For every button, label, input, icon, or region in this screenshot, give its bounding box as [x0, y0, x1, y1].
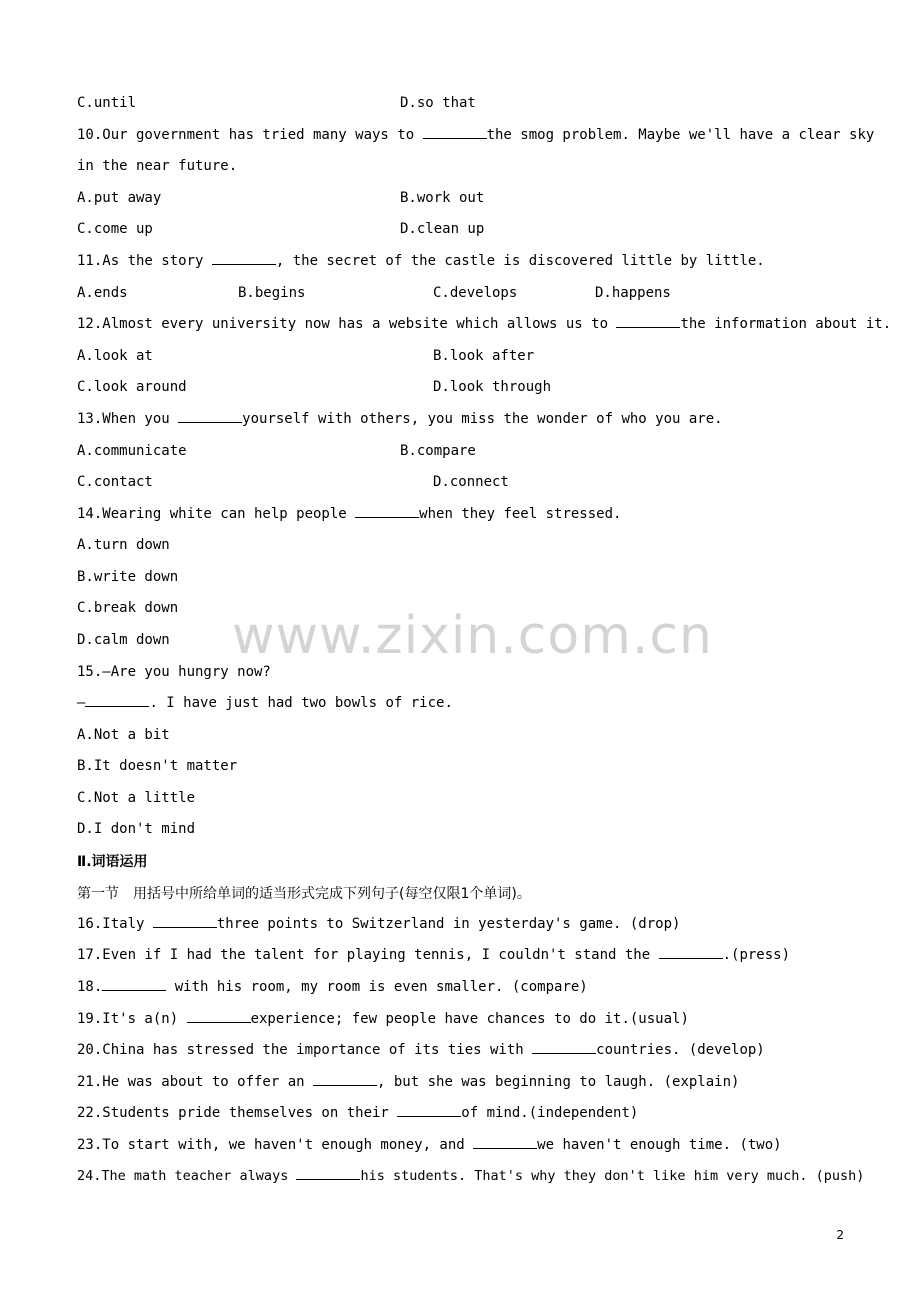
answer-blank[interactable] — [153, 915, 217, 928]
q23-stem: 23.To start with, we haven't enough money, and we haven't enough time. (two) — [77, 1137, 782, 1153]
q15-stem: 15.—Are you hungry now? — [77, 664, 271, 680]
q14-option-d: D.calm down — [77, 632, 170, 648]
q13-option-c: C.contact — [77, 474, 153, 490]
q11-stem: 11.As the story , the secret of the castle is discovered little by little. — [77, 253, 765, 269]
answer-blank[interactable] — [178, 410, 242, 423]
answer-blank[interactable] — [397, 1104, 461, 1117]
q21-stem: 21.He was about to offer an , but she was beginning to laugh. (explain) — [77, 1074, 740, 1090]
q11-option-b: B.begins — [238, 285, 306, 301]
q18-stem: 18. with his room, my room is even smaller. (compare) — [77, 979, 588, 995]
q20-stem: 20.China has stressed the importance of its ties with countries. (develop) — [77, 1042, 765, 1058]
q19-stem: 19.It's a(n) experience; few people have chances to do it.(usual) — [77, 1011, 689, 1027]
q22-stem: 22.Students pride themselves on their of mind.(independent) — [77, 1105, 639, 1121]
q17-stem: 17.Even if I had the talent for playing tennis, I couldn't stand the .(press) — [77, 947, 791, 963]
watermark: www.zixin.com.cn — [232, 606, 713, 666]
q15-option-a: A.Not a bit — [77, 727, 170, 743]
q14-option-a: A.turn down — [77, 537, 170, 553]
q16-stem: 16.Italy three points to Switzerland in yesterday's game. (drop) — [77, 916, 681, 932]
q10-option-c: C.come up — [77, 221, 153, 237]
section-title: Ⅱ.词语运用 — [77, 854, 148, 870]
section-instruction: 第一节 用括号中所给单词的适当形式完成下列句子(每空仅限1个单词)。 — [77, 886, 531, 902]
q24-stem: 24.The math teacher always his students. That's why they don't like him very much. (push) — [77, 1168, 865, 1184]
answer-blank[interactable] — [296, 1167, 360, 1180]
q15-option-d: D.I don't mind — [77, 821, 196, 837]
q15-option-b: B.It doesn't matter — [77, 758, 238, 774]
q9-option-c: C.until — [77, 95, 137, 111]
answer-blank[interactable] — [313, 1073, 377, 1086]
q12-option-a: A.look at — [77, 348, 153, 364]
q13-option-a: A.communicate — [77, 443, 187, 459]
answer-blank[interactable] — [102, 978, 166, 991]
q13-stem: 13.When you yourself with others, you miss the wonder of who you are. — [77, 411, 723, 427]
q12-stem: 12.Almost every university now has a website which allows us to the information about it. — [77, 316, 892, 332]
answer-blank[interactable] — [616, 315, 680, 328]
q12-option-b: B.look after — [433, 348, 535, 364]
q15-option-c: C.Not a little — [77, 790, 196, 806]
page-number: 2 — [836, 1228, 844, 1242]
q10-option-b: B.work out — [400, 190, 485, 206]
answer-blank[interactable] — [473, 1136, 537, 1149]
q14-option-b: B.write down — [77, 569, 179, 585]
q9-option-d: D.so that — [400, 95, 476, 111]
q10-option-a: A.put away — [77, 190, 162, 206]
answer-blank[interactable] — [85, 694, 149, 707]
q14-option-c: C.break down — [77, 600, 179, 616]
q12-option-d: D.look through — [433, 379, 552, 395]
answer-blank[interactable] — [423, 126, 487, 139]
answer-blank[interactable] — [532, 1041, 596, 1054]
q11-option-c: C.develops — [433, 285, 518, 301]
q10-stem-cont: in the near future. — [77, 158, 238, 174]
q13-option-b: B.compare — [400, 443, 476, 459]
q10-option-d: D.clean up — [400, 221, 485, 237]
q15-response: — . I have just had two bowls of rice. — [77, 695, 453, 711]
q13-option-d: D.connect — [433, 474, 509, 490]
q11-option-a: A.ends — [77, 285, 128, 301]
q10-stem: 10.Our government has tried many ways to the smog problem. Maybe we'll have a clear sky — [77, 127, 875, 143]
q12-option-c: C.look around — [77, 379, 187, 395]
answer-blank[interactable] — [212, 252, 276, 265]
answer-blank[interactable] — [355, 505, 419, 518]
answer-blank[interactable] — [187, 1010, 251, 1023]
q11-option-d: D.happens — [595, 285, 671, 301]
q14-stem: 14.Wearing white can help people when they feel stressed. — [77, 506, 622, 522]
answer-blank[interactable] — [659, 946, 723, 959]
